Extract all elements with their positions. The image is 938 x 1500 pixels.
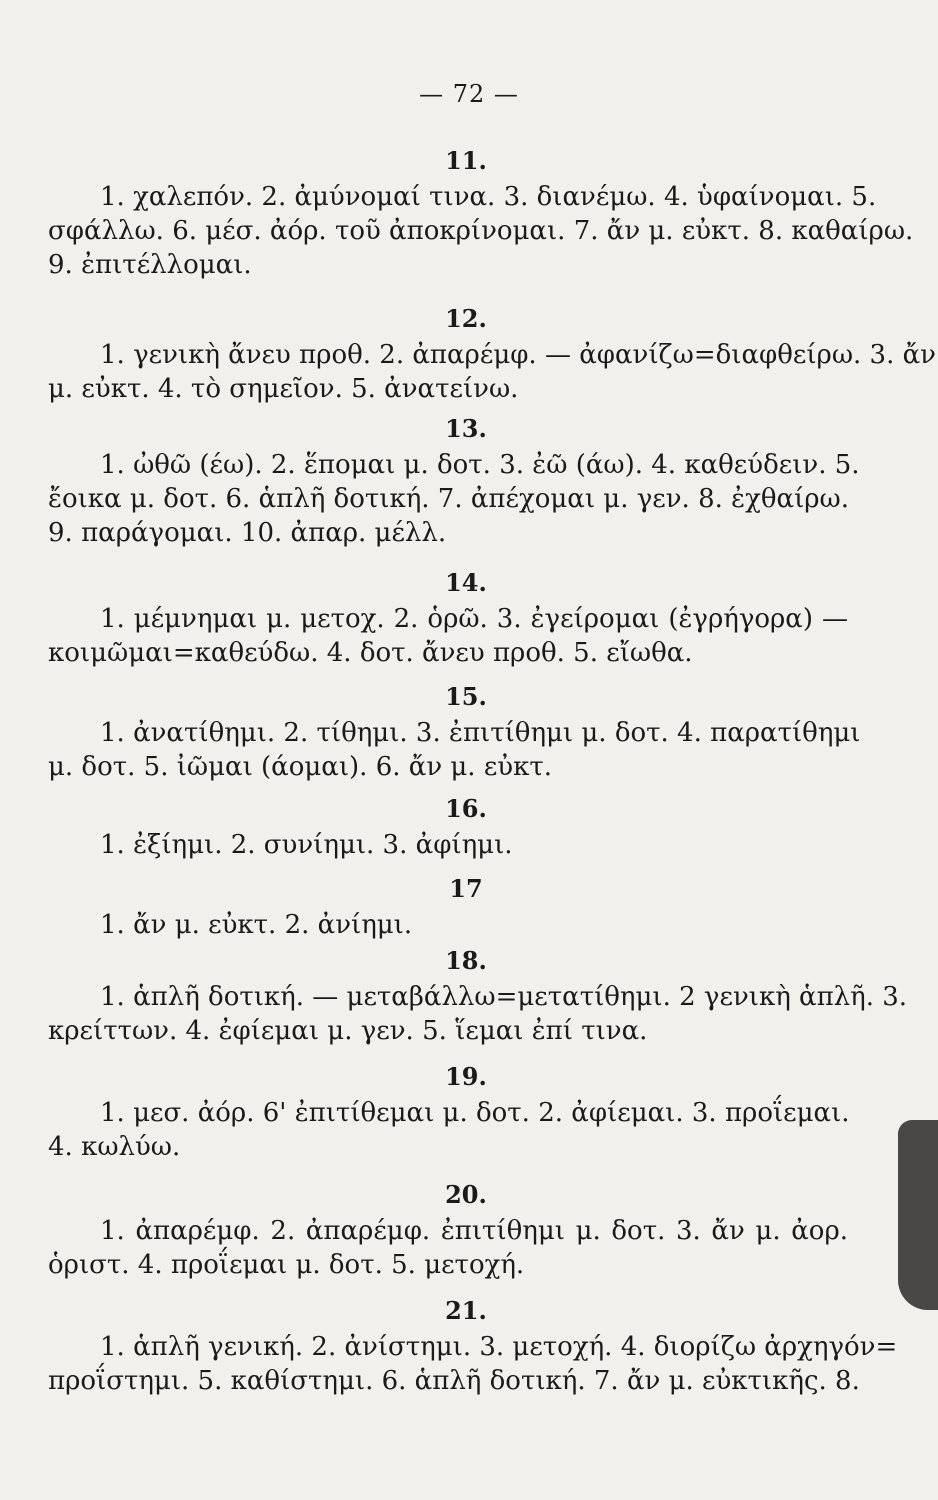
section-21	[48, 1292, 898, 1398]
text-line: κοιμῶμαι=καθεύδω. 4. δοτ. ἄνευ προθ. 5. εἴωθα.	[48, 638, 693, 668]
text-line: προΐστημι. 5. καθίστημι. 6. ἁπλῆ δοτική. 7. ἄν μ. εὐκτικῆς. 8.	[48, 1366, 860, 1396]
text-line: 1. ἐξίημι. 2. συνίημι. 3. ἀφίημι.	[100, 830, 513, 860]
section-number: 19.	[445, 1062, 487, 1091]
text-line: μ. δοτ. 5. ἰῶμαι (άομαι). 6. ἄν μ. εὐκτ.	[48, 752, 553, 782]
section-15	[48, 678, 861, 784]
section-number: 17	[449, 874, 483, 903]
page-number: — 72 —	[419, 80, 519, 108]
section-13	[48, 410, 860, 550]
section-17	[48, 870, 848, 942]
text-line: 1. ἁπλῆ γενική. 2. ἀνίστημι. 3. μετοχή. 4. διορίζω ἀρχηγόν=	[100, 1332, 898, 1362]
text-line: μ. εὐκτ. 4. τὸ σημεῖον. 5. ἀνατείνω.	[48, 374, 519, 404]
scan-smudge	[898, 1120, 938, 1310]
section-number: 12.	[445, 304, 487, 333]
text-line: κρείττων. 4. ἐφίεμαι μ. γεν. 5. ἵεμαι ἐπί τινα.	[48, 1016, 648, 1046]
section-number: 14.	[445, 568, 487, 597]
section-19	[48, 1058, 848, 1164]
text-line: 1. μεσ. ἀόρ. 6' ἐπιτίθεμαι μ. δοτ. 2. ἀφίεμαι. 3. προΐεμαι.	[100, 1098, 850, 1128]
text-line: 1. μέμνημαι μ. μετοχ. 2. ὁρῶ. 3. ἐγείρομαι (ἐγρήγορα) —	[100, 604, 848, 634]
text-line: ὁριστ. 4. προΐεμαι μ. δοτ. 5. μετοχή.	[48, 1250, 525, 1280]
section-number: 21.	[445, 1296, 487, 1325]
section-18	[48, 942, 908, 1048]
text-line: 1. ἀνατίθημι. 2. τίθημι. 3. ἐπιτίθημι μ. δοτ. 4. παρατίθημι	[100, 718, 861, 748]
text-line: 1. γενικὴ ἄνευ προθ. 2. ἀπαρέμφ. — ἀφανίζω=διαφθείρω. 3. ἄν	[100, 340, 936, 370]
text-line: 9. παράγομαι. 10. ἀπαρ. μέλλ.	[48, 518, 447, 548]
section-16	[48, 790, 848, 862]
section-20	[48, 1176, 848, 1282]
text-line: 4. κωλύω.	[48, 1132, 181, 1162]
section-number: 15.	[445, 682, 487, 711]
section-number: 11.	[445, 146, 487, 175]
section-12	[48, 300, 936, 406]
text-line: 9. ἐπιτέλλομαι.	[48, 250, 252, 280]
text-line: ἔοικα μ. δοτ. 6. ἁπλῆ δοτική. 7. ἀπέχομαι μ. γεν. 8. ἐχθαίρω.	[48, 484, 850, 514]
text-line: 1. χαλεπόν. 2. ἀμύνομαί τινα. 3. διανέμω. 4. ὑφαίνομαι. 5.	[100, 182, 877, 212]
text-line: 1. ἄν μ. εὐκτ. 2. ἀνίημι.	[100, 910, 413, 940]
section-14	[48, 564, 848, 670]
section-number: 16.	[445, 794, 487, 823]
text-line: 1. ὠθῶ (έω). 2. ἕπομαι μ. δοτ. 3. ἐῶ (άω). 4. καθεύδειν. 5.	[100, 450, 860, 480]
text-line: 1. ἁπλῆ δοτική. — μεταβάλλω=μετατίθημι. 2 γενικὴ ἁπλῆ. 3.	[100, 982, 908, 1012]
section-11	[48, 142, 914, 282]
section-number: 13.	[445, 414, 487, 443]
text-line: 1. ἀπαρέμφ. 2. ἀπαρέμφ. ἐπιτίθημι μ. δοτ. 3. ἄν μ. ἀορ.	[100, 1216, 848, 1246]
text-line: σφάλλω. 6. μέσ. ἀόρ. τοῦ ἀποκρίνομαι. 7. ἄν μ. εὐκτ. 8. καθαίρω.	[48, 216, 914, 246]
section-number: 20.	[445, 1180, 487, 1209]
section-number: 18.	[445, 946, 487, 975]
